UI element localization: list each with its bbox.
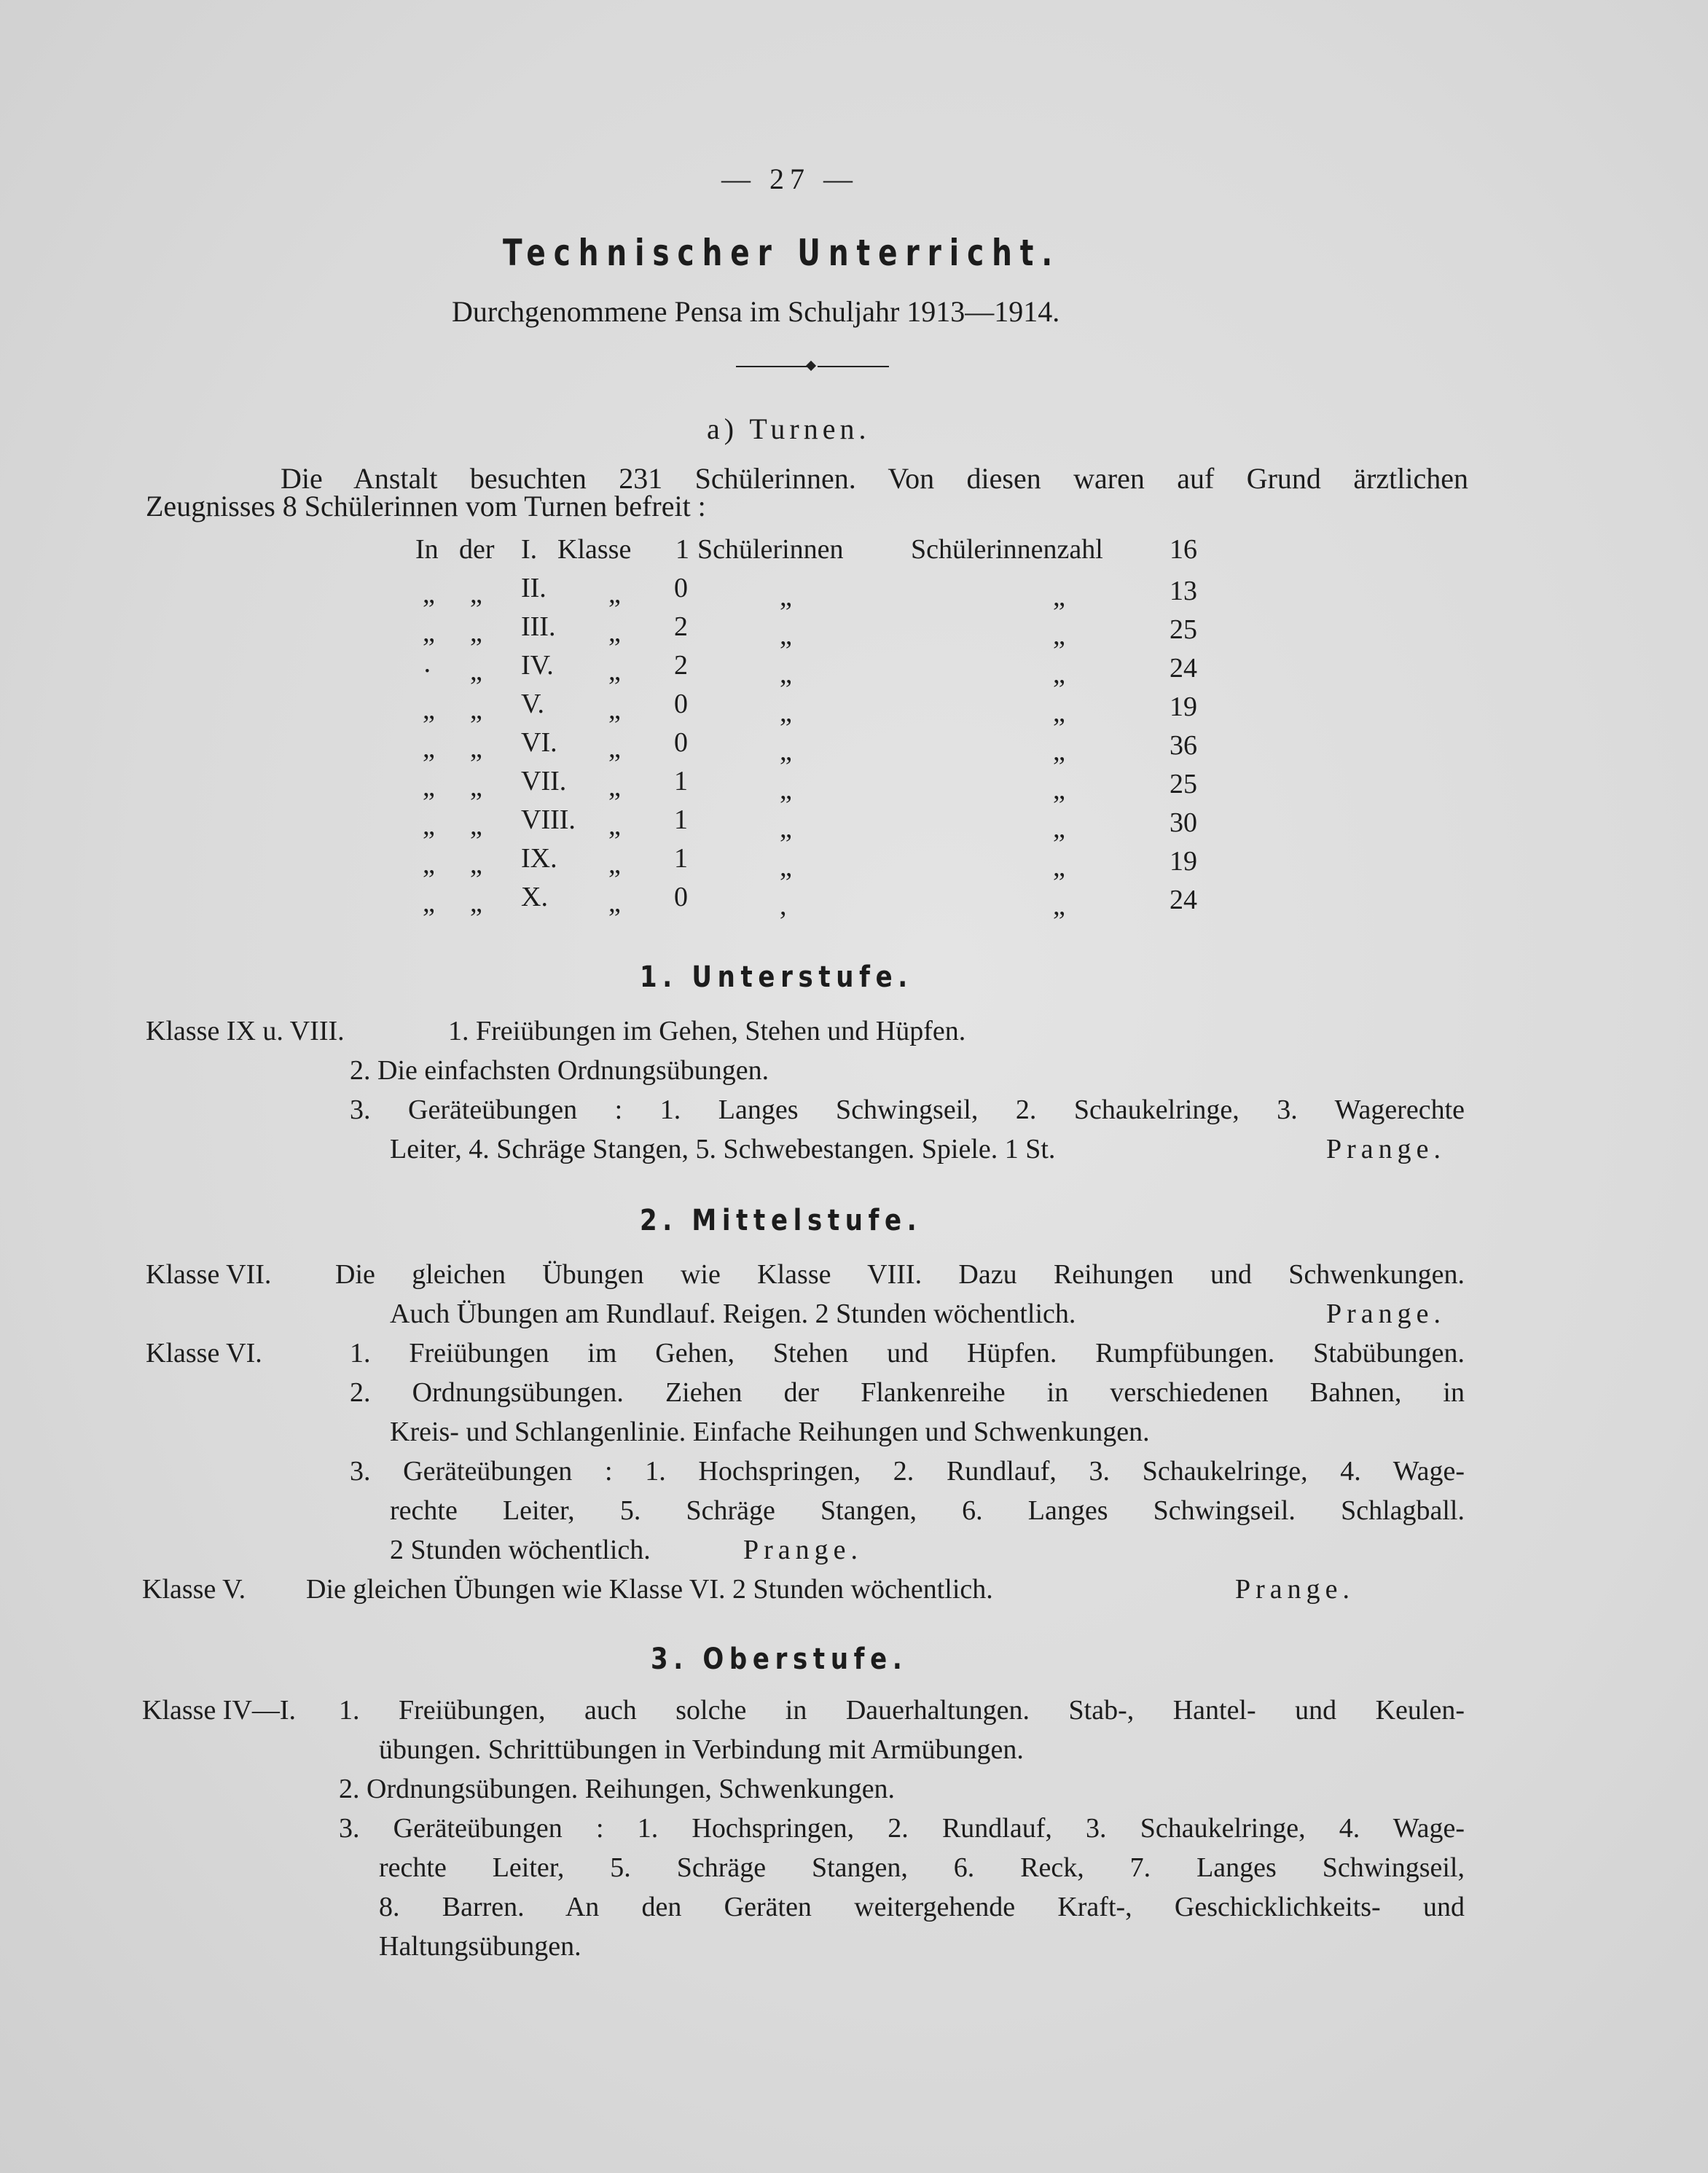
unterstufe-heading: 1. Unterstufe. [640,960,913,994]
row-zahl: 19 [1170,692,1197,722]
row-prefix-2: „ [470,617,482,648]
row-prefix-1: „ [423,772,435,802]
klasse-vi-line: rechte Leiter, 5. Schräge Stangen, 6. Langes Schwingseil. Schlagball. [390,1495,1465,1526]
oberstufe-class-label: Klasse IV—I. [142,1695,297,1726]
table-row [412,727,1206,766]
row-zahl-label: „ [1053,582,1065,612]
row-zahl: 24 [1170,653,1197,684]
section-a-heading: a) Turnen. [707,412,871,445]
row-befreit: 1 [675,534,689,565]
table-row [412,765,1206,804]
row-klasse: I. [521,534,538,565]
row-schuelerinnen: „ [780,659,792,689]
oberstufe-line: Haltungsübungen. [379,1931,581,1962]
row-befreit: 0 [674,689,688,719]
row-schuelerinnen: „ [780,620,792,651]
row-prefix-2: „ [470,579,482,609]
row-prefix-1: „ [423,849,435,880]
mittelstufe-klasse-v [142,1570,1461,1613]
row-befreit: 1 [674,843,688,874]
row-zahl-label: „ [1053,620,1065,651]
row-prefix-1: „ [423,579,435,609]
row-zahl: 24 [1170,885,1197,915]
unterstufe-block [146,1011,1465,1179]
row-klasse-word: „ [608,656,621,686]
row-zahl-label: „ [1053,736,1065,767]
unterstufe-line: 2. Die einfachsten Ordnungsübungen. [350,1055,769,1086]
mittelstufe-klasse-vi [146,1334,1465,1610]
row-prefix-2: „ [470,772,482,802]
row-prefix-1: „ [423,617,435,648]
table-row [412,533,1206,573]
mittelstufe-heading: 2. Mittelstufe. [640,1204,922,1237]
row-prefix-1: „ [423,888,435,918]
klasse-vi-line: 3. Geräteübungen : 1. Hochspringen, 2. Rundlauf, 3. Schaukelringe, 4. Wage- [350,1456,1465,1487]
oberstufe-block [142,1691,1465,1982]
row-zahl-label: „ [1053,813,1065,844]
row-klasse: V. [521,689,545,719]
oberstufe-line: 1. Freiübungen, auch solche in Dauerhaltungen. Stab-, Hantel- und Keulen- [339,1695,1465,1726]
table-row [412,611,1206,650]
row-klasse: VII. [521,766,567,796]
oberstufe-line: rechte Leiter, 5. Schräge Stangen, 6. Reck, 7. Langes Schwingseil, [379,1852,1465,1883]
row-zahl: 30 [1170,807,1197,838]
row-klasse: X. [521,882,548,912]
row-klasse: II. [521,573,547,603]
teacher-name: Prange. [1235,1574,1355,1605]
row-befreit: 0 [674,882,688,912]
row-schuelerinnen: „ [780,582,792,612]
row-prefix-1: „ [423,810,435,841]
row-prefix-1: In [415,534,439,565]
intro-line-2: Zeugnisses 8 Schülerinnen vom Turnen befreit : [146,490,706,522]
row-klasse-word: „ [608,617,621,648]
row-klasse-word: „ [608,849,621,880]
row-befreit: 0 [674,573,688,603]
row-zahl-label: „ [1053,775,1065,805]
oberstufe-heading: 3. Oberstufe. [651,1643,908,1676]
klasse-v-line: Die gleichen Übungen wie Klasse VI. 2 Stunden wöchentlich. [306,1574,993,1605]
divider-diamond-icon [806,361,816,371]
row-prefix-2: „ [470,656,482,686]
teacher-name: Prange. [1326,1134,1446,1164]
oberstufe-line: 2. Ordnungsübungen. Reihungen, Schwenkungen. [339,1774,896,1804]
row-zahl-label: „ [1053,890,1065,921]
row-zahl-label: „ [1053,659,1065,689]
row-zahl: 36 [1170,730,1197,761]
exemption-table [412,533,1206,927]
row-zahl: 16 [1170,534,1197,565]
row-prefix-2: „ [470,849,482,880]
page-subtitle: Durchgenommene Pensa im Schuljahr 1913—1914. [452,295,1060,328]
table-row [412,649,1206,689]
page-title: Technischer Unterricht. [503,232,1061,274]
klasse-vi-line: 2 Stunden wöchentlich. [390,1535,651,1565]
table-row [412,688,1206,727]
row-klasse-word: „ [608,579,621,609]
klasse-vii-line: Auch Übungen am Rundlauf. Reigen. 2 Stunden wöchentlich. [390,1299,1076,1329]
row-befreit: 2 [674,611,688,642]
row-klasse-word: Klasse [557,534,632,565]
row-prefix-1: „ [423,694,435,725]
table-row [412,881,1206,920]
row-befreit: 1 [674,766,688,796]
row-zahl-label: „ [1053,852,1065,882]
ornamental-divider [736,361,889,372]
row-prefix-2: „ [470,888,482,918]
row-klasse-word: „ [608,694,621,725]
row-klasse-word: „ [608,772,621,802]
row-prefix-2: der [459,534,495,565]
mittelstufe-klasse-vii [146,1255,1465,1335]
row-zahl: 13 [1170,576,1197,606]
row-zahl: 25 [1170,769,1197,799]
klasse-v-label: Klasse V. [142,1574,246,1605]
klasse-vi-label: Klasse VI. [146,1338,262,1369]
row-klasse: VI. [521,727,557,758]
unterstufe-line: 3. Geräteübungen : 1. Langes Schwingseil, 2. Schaukelringe, 3. Wagerechte [350,1095,1465,1125]
row-zahl-label: Schülerinnenzahl [911,534,1103,565]
table-row [412,572,1206,611]
row-schuelerinnen: „ [780,697,792,728]
row-schuelerinnen: „ [780,813,792,844]
row-zahl-label: „ [1053,697,1065,728]
row-klasse: VIII. [521,804,576,835]
row-prefix-1: · [423,656,432,686]
row-zahl: 19 [1170,846,1197,877]
intro-text-1: Die Anstalt besuchten 231 Schülerinnen. Von diesen waren auf Grund ärztlichen [281,462,1468,495]
row-befreit: 2 [674,650,688,681]
row-klasse: IV. [521,650,554,681]
row-schuelerinnen: , [780,890,787,921]
oberstufe-line: übungen. Schrittübungen in Verbindung mit Armübungen. [379,1734,1024,1765]
row-schuelerinnen: Schülerinnen [697,534,844,565]
table-row [412,804,1206,843]
row-prefix-2: „ [470,694,482,725]
row-schuelerinnen: „ [780,736,792,767]
unterstufe-line: 1. Freiübungen im Gehen, Stehen und Hüpfen. [448,1016,966,1046]
row-klasse-word: „ [608,888,621,918]
row-klasse: III. [521,611,556,642]
teacher-name: Prange. [1326,1299,1446,1329]
klasse-vi-line: 2. Ordnungsübungen. Ziehen der Flankenreihe in verschiedenen Bahnen, in [350,1377,1465,1408]
row-prefix-2: „ [470,733,482,764]
row-prefix-2: „ [470,810,482,841]
klasse-vi-line: 1. Freiübungen im Gehen, Stehen und Hüpfen. Rumpfübungen. Stabübungen. [350,1338,1465,1369]
row-prefix-1: „ [423,733,435,764]
klasse-vii-label: Klasse VII. [146,1259,272,1290]
oberstufe-line: 3. Geräteübungen : 1. Hochspringen, 2. Rundlauf, 3. Schaukelringe, 4. Wage- [339,1813,1465,1844]
oberstufe-line: 8. Barren. An den Geräten weitergehende Kraft-, Geschicklichkeits- und [379,1892,1465,1922]
row-befreit: 1 [674,804,688,835]
klasse-vi-line: Kreis- und Schlangenlinie. Einfache Reihungen und Schwenkungen. [390,1417,1150,1447]
row-klasse-word: „ [608,810,621,841]
row-schuelerinnen: „ [780,775,792,805]
divider-line-right [818,366,889,367]
unterstufe-class-label: Klasse IX u. VIII. [146,1016,345,1046]
row-zahl: 25 [1170,614,1197,645]
row-klasse-word: „ [608,733,621,764]
divider-line-left [736,366,807,367]
teacher-name: Prange. [743,1535,863,1565]
table-row [412,842,1206,882]
row-befreit: 0 [674,727,688,758]
row-klasse: IX. [521,843,557,874]
page-number: — 27 — [721,163,858,195]
row-schuelerinnen: „ [780,852,792,882]
unterstufe-line: Leiter, 4. Schräge Stangen, 5. Schwebestangen. Spiele. 1 St. [390,1134,1056,1164]
klasse-vii-line: Die gleichen Übungen wie Klasse VIII. Dazu Reihungen und Schwenkungen. [335,1259,1465,1290]
